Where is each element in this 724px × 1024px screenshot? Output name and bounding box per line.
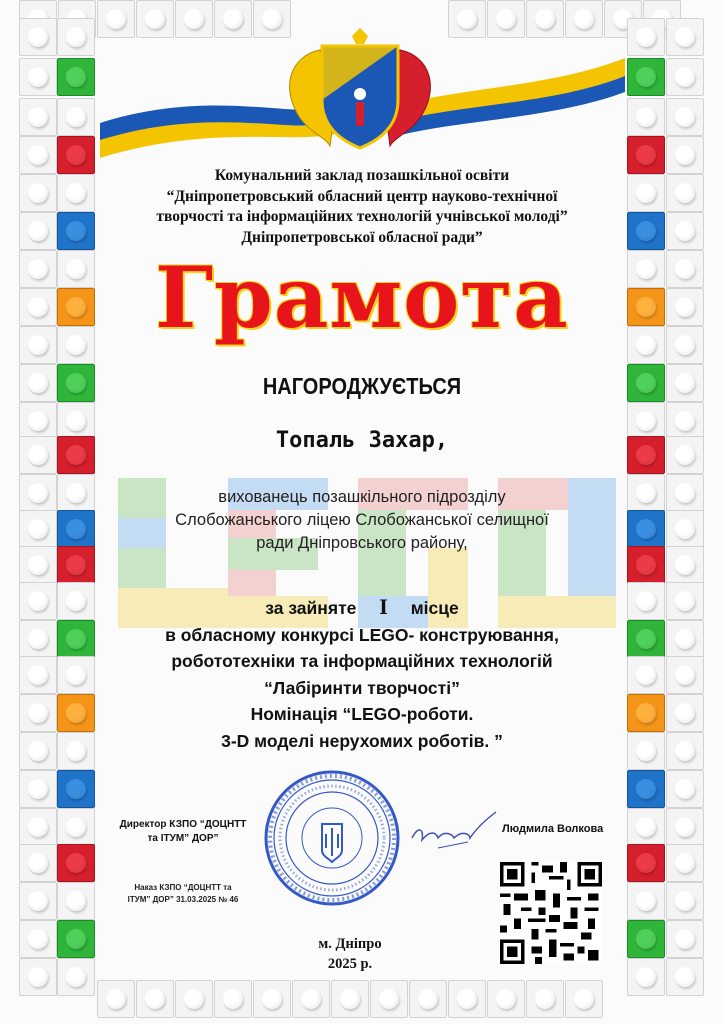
lego-brick-icon: [370, 980, 408, 1018]
lego-brick-icon: [175, 980, 213, 1018]
place-line-1: [60, 594, 664, 622]
lego-brick-icon: [666, 402, 704, 440]
lego-brick-icon: [19, 546, 57, 584]
signature: [408, 808, 500, 854]
year: 2025 р.: [327, 956, 373, 972]
lego-brick-icon: [19, 436, 57, 474]
lego-brick-icon: [214, 980, 252, 1018]
lego-brick-icon: [97, 980, 135, 1018]
certificate-title: Грамота: [155, 248, 569, 347]
lego-brick-icon: [666, 546, 704, 584]
lego-brick-icon: [57, 18, 95, 56]
lego-brick-icon: [409, 980, 447, 1018]
lego-brick-icon: [19, 808, 57, 846]
recipient-description: [60, 486, 664, 555]
lego-brick-icon: [526, 0, 564, 38]
place-prefix: за зайняте: [265, 598, 357, 618]
lego-brick-icon: [57, 770, 95, 808]
lego-brick-icon: [627, 844, 665, 882]
lego-brick-icon: [487, 980, 525, 1018]
org-line-4: Дніпропетровської обласної ради”: [241, 228, 483, 246]
lego-border-bottom: [19, 980, 705, 1018]
lego-brick-icon: [666, 436, 704, 474]
lego-brick-icon: [19, 250, 57, 288]
lego-brick-icon: [175, 0, 213, 38]
place-suffix: місце: [410, 598, 459, 618]
lego-brick-icon: [666, 288, 704, 326]
lego-brick-icon: [214, 0, 252, 38]
signer-name: Людмила Волкова: [502, 823, 604, 835]
lego-brick-icon: [448, 980, 486, 1018]
qr-code-icon: [500, 862, 602, 964]
header-banner: [90, 28, 630, 158]
lego-brick-icon: [666, 136, 704, 174]
lego-brick-icon: [627, 98, 665, 136]
lego-brick-icon: [136, 0, 174, 38]
pupil-line-2: Слобожанського ліцею Слобожанської селищної: [175, 511, 549, 529]
lego-brick-icon: [666, 174, 704, 212]
order-reference: [108, 882, 258, 906]
lego-brick-icon: [19, 174, 57, 212]
lego-brick-icon: [666, 882, 704, 920]
pupil-line-3: ради Дніпровського району,: [256, 534, 468, 552]
lego-brick-icon: [19, 474, 57, 512]
director-line-1: Директор КЗПО “ДОЦНТТ: [119, 819, 247, 830]
lego-brick-icon: [19, 98, 57, 136]
lego-brick-icon: [565, 980, 603, 1018]
award-heading: НАГОРОДЖУЄТЬСЯ: [262, 374, 462, 400]
lego-brick-icon: [19, 136, 57, 174]
lego-brick-icon: [57, 808, 95, 846]
organization-header: [60, 166, 664, 248]
lego-brick-icon: [19, 732, 57, 770]
lego-brick-icon: [627, 882, 665, 920]
lego-brick-icon: [19, 582, 57, 620]
lego-brick-icon: [19, 694, 57, 732]
lego-brick-icon: [666, 808, 704, 846]
place-line-6: 3-D моделі нерухомих роботів. ”: [221, 730, 503, 751]
lego-brick-icon: [565, 0, 603, 38]
lego-brick-icon: [666, 770, 704, 808]
place-line-2: в обласному конкурсі LEGO- конструювання,: [165, 624, 559, 645]
lego-brick-icon: [57, 882, 95, 920]
lego-brick-icon: [19, 402, 57, 440]
lego-brick-icon: [666, 474, 704, 512]
lego-brick-icon: [666, 732, 704, 770]
org-line-2: “Дніпропетровський обласний центр науково-технічної: [166, 187, 558, 205]
lego-brick-icon: [666, 18, 704, 56]
lego-brick-icon: [19, 212, 57, 250]
place-line-5: Номінація “LEGO-роботи.: [250, 704, 474, 724]
lego-brick-icon: [19, 844, 57, 882]
round-stamp-seal-icon: [262, 768, 402, 908]
pupil-line-1: вихованець позашкільного підрозділу: [218, 488, 506, 506]
org-line-3: творчості та інформаційних технологій учнівської молоді”: [156, 208, 568, 225]
lego-brick-icon: [19, 58, 57, 96]
issue-place-date: [290, 934, 410, 974]
lego-brick-icon: [136, 980, 174, 1018]
award-reason: [60, 594, 664, 754]
lego-brick-icon: [331, 980, 369, 1018]
city: м. Дніпро: [318, 936, 382, 952]
lego-brick-icon: [666, 582, 704, 620]
lego-brick-icon: [448, 0, 486, 38]
lego-brick-icon: [19, 326, 57, 364]
lego-brick-icon: [253, 0, 291, 38]
lego-brick-icon: [627, 770, 665, 808]
lego-brick-icon: [627, 920, 665, 958]
lego-brick-icon: [19, 18, 57, 56]
lego-brick-icon: [666, 510, 704, 548]
lego-brick-icon: [666, 250, 704, 288]
place-line-4: “Лабіринти творчості”: [264, 677, 460, 698]
lego-brick-icon: [666, 326, 704, 364]
lego-brick-icon: [627, 58, 665, 96]
lego-brick-icon: [57, 98, 95, 136]
lego-brick-icon: [19, 770, 57, 808]
lego-brick-icon: [666, 58, 704, 96]
lego-brick-icon: [666, 844, 704, 882]
lego-brick-icon: [666, 212, 704, 250]
order-line-1: Наказ КЗПО “ДОЦНТТ та: [134, 883, 232, 892]
lego-brick-icon: [666, 920, 704, 958]
lego-brick-icon: [19, 288, 57, 326]
lego-brick-icon: [57, 920, 95, 958]
lego-brick-icon: [487, 0, 525, 38]
org-line-1: Комунальний заклад позашкільної освіти: [214, 167, 510, 184]
lego-brick-icon: [666, 620, 704, 658]
lego-brick-icon: [666, 694, 704, 732]
lego-brick-icon: [666, 98, 704, 136]
order-line-2: ІТУМ” ДОР” 31.03.2025 № 46: [127, 895, 239, 904]
lego-brick-icon: [19, 656, 57, 694]
lego-brick-icon: [19, 882, 57, 920]
lego-brick-icon: [526, 980, 564, 1018]
director-title: [118, 818, 248, 846]
lego-brick-icon: [627, 18, 665, 56]
director-line-2: та ІТУМ” ДОР”: [147, 833, 219, 844]
place-number: І: [379, 594, 388, 619]
lego-brick-icon: [292, 980, 330, 1018]
lego-border-top: [19, 0, 705, 38]
lego-brick-icon: [666, 656, 704, 694]
lego-brick-icon: [19, 920, 57, 958]
lego-brick-icon: [97, 0, 135, 38]
lego-brick-icon: [19, 620, 57, 658]
lego-brick-icon: [57, 58, 95, 96]
lego-brick-icon: [627, 808, 665, 846]
place-line-3: робототехніки та інформаційних технологій: [171, 651, 553, 671]
lego-brick-icon: [19, 364, 57, 402]
recipient-name: Топаль Захар,: [275, 428, 449, 453]
lego-brick-icon: [57, 844, 95, 882]
lego-brick-icon: [666, 364, 704, 402]
lego-brick-icon: [19, 510, 57, 548]
lego-brick-icon: [253, 980, 291, 1018]
